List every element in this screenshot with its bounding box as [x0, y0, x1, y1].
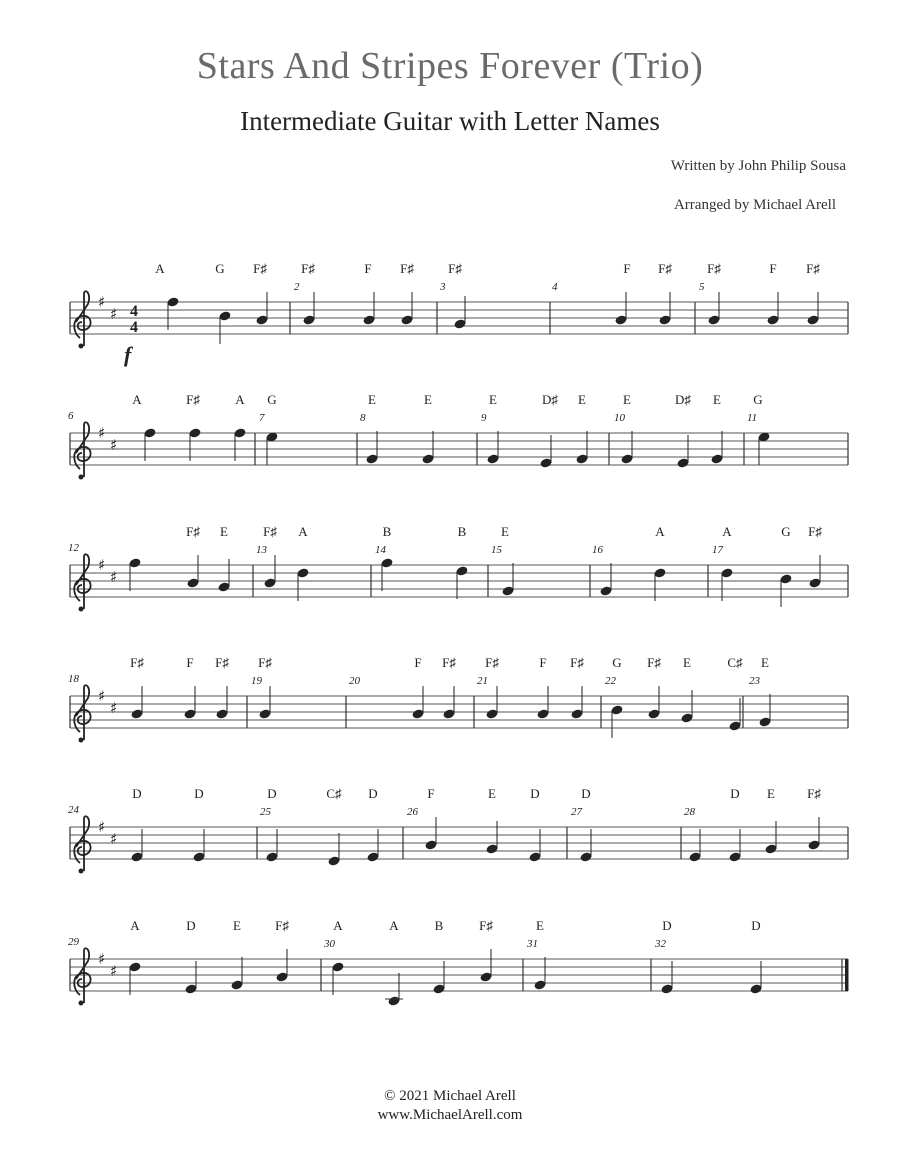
clef-tail-dot	[79, 344, 84, 349]
note-letter-name: F♯	[258, 655, 272, 670]
dynamic-marking: f	[124, 342, 132, 367]
note-letter-name: F♯	[253, 261, 267, 276]
note-letter-name: F♯	[479, 918, 493, 933]
measure-number: 29	[68, 936, 79, 948]
note-letter-name: D	[581, 786, 591, 801]
measure-number: 8	[360, 412, 366, 424]
measure-number: 3	[440, 281, 446, 293]
note-letter-name: F♯	[647, 655, 661, 670]
note-letter-name: D	[194, 786, 204, 801]
composer-credit: Written by John Philip Sousa	[670, 158, 846, 174]
note-letter-name: E	[761, 655, 769, 670]
note-letter-name: E	[233, 918, 241, 933]
note-letter-name: G	[753, 392, 763, 407]
measure-number: 19	[251, 675, 262, 687]
key-sharp-c-icon: ♯	[110, 305, 118, 323]
staff-system	[68, 918, 849, 1007]
note-letter-name: F♯	[485, 655, 499, 670]
note-letter-name: D	[662, 918, 672, 933]
note-letter-name: D♯	[542, 392, 558, 407]
copyright-notice: © 2021 Michael Arell	[384, 1088, 516, 1104]
note-letter-name: E	[683, 655, 691, 670]
treble-clef-icon	[74, 422, 90, 477]
key-sharp-f-icon: ♯	[98, 293, 106, 311]
measure-number: 25	[260, 806, 271, 818]
time-signature-top: 4	[130, 303, 138, 320]
key-sharp-f-icon: ♯	[98, 424, 106, 442]
note-letter-name: D	[530, 786, 540, 801]
key-sharp-f-icon: ♯	[98, 950, 106, 968]
note-letter-name: E	[501, 524, 509, 539]
note-letter-name: A	[130, 918, 140, 933]
note-letter-name: B	[434, 918, 444, 933]
note-letter-name: F♯	[301, 261, 315, 276]
note-letter-name: D	[132, 786, 142, 801]
note-letter-name: A	[722, 524, 732, 539]
note-letter-name: F♯	[807, 786, 821, 801]
note-letter-name: F♯	[707, 261, 721, 276]
page-title: Stars And Stripes Forever (Trio)	[196, 45, 704, 87]
note-letter-name: D	[186, 918, 196, 933]
measure-number: 17	[712, 544, 723, 556]
note-letter-name: F♯	[806, 261, 820, 276]
key-sharp-f-icon: ♯	[98, 818, 106, 836]
key-sharp-c-icon: ♯	[110, 568, 118, 586]
treble-clef-icon	[74, 948, 90, 1003]
note-letter-name: F♯	[808, 524, 822, 539]
measure-number: 13	[256, 544, 267, 556]
treble-clef-icon	[74, 554, 90, 609]
note-letter-name: B	[382, 524, 392, 539]
clef-tail-dot	[79, 475, 84, 480]
key-sharp-f-icon: ♯	[98, 687, 106, 705]
note-letter-name: E	[489, 392, 497, 407]
measure-number: 9	[481, 412, 487, 424]
measure-number: 12	[68, 542, 79, 554]
measure-number: 27	[571, 806, 582, 818]
staff-system	[68, 524, 848, 612]
measure-number: 22	[605, 675, 616, 687]
treble-clef-icon	[74, 816, 90, 871]
key-sharp-f-icon: ♯	[98, 556, 106, 574]
measure-number: 7	[259, 412, 265, 424]
note-letter-name: G	[215, 261, 225, 276]
note-letter-name: E	[488, 786, 496, 801]
note-letter-name: F	[364, 261, 372, 276]
website-link[interactable]: www.MichaelArell.com	[377, 1107, 523, 1123]
clef-tail-dot	[79, 1001, 84, 1006]
note-letter-name: A	[235, 392, 245, 407]
measure-number: 14	[375, 544, 386, 556]
note-letter-name: F	[414, 655, 422, 670]
note-letter-name: F	[539, 655, 547, 670]
measure-number: 20	[349, 675, 360, 687]
measure-number: 10	[614, 412, 625, 424]
note-letter-name: F	[186, 655, 194, 670]
note-letter-name: A	[389, 918, 399, 933]
measure-number: 5	[699, 281, 705, 293]
note-letter-name: G	[781, 524, 791, 539]
note-letter-name: C♯	[727, 655, 743, 670]
measure-number: 6	[68, 410, 74, 422]
measure-number: 2	[294, 281, 300, 293]
measure-number: 30	[324, 938, 335, 950]
note-letter-name: F♯	[442, 655, 456, 670]
measure-number: 28	[684, 806, 695, 818]
measure-number: 32	[655, 938, 666, 950]
measure-number: 18	[68, 673, 79, 685]
note-letter-name: G	[267, 392, 277, 407]
note-letter-name: E	[623, 392, 631, 407]
measure-number: 11	[747, 412, 758, 424]
note-letter-name: D	[267, 786, 277, 801]
note-letter-name: F♯	[570, 655, 584, 670]
note-letter-name: C♯	[326, 786, 342, 801]
note-letter-name: F♯	[275, 918, 289, 933]
measure-number: 26	[407, 806, 418, 818]
note-letter-name: E	[536, 918, 544, 933]
note-letter-name: F	[769, 261, 777, 276]
note-letter-name: F♯	[658, 261, 672, 276]
note-letter-name: E	[368, 392, 376, 407]
note-letter-name: A	[132, 392, 142, 407]
treble-clef-icon	[74, 685, 90, 740]
key-sharp-c-icon: ♯	[110, 830, 118, 848]
note-letter-name: F	[623, 261, 631, 276]
key-sharp-c-icon: ♯	[110, 699, 118, 717]
staff-system	[70, 261, 848, 367]
note-letter-name: F♯	[263, 524, 277, 539]
note-letter-name: A	[655, 524, 665, 539]
note-letter-name: D	[368, 786, 378, 801]
staff-system	[68, 786, 848, 874]
measure-number: 31	[527, 938, 538, 950]
measure-number: 15	[491, 544, 502, 556]
note-letter-name: F♯	[130, 655, 144, 670]
note-letter-name: A	[298, 524, 308, 539]
measure-number: 4	[552, 281, 558, 293]
note-letter-name: E	[220, 524, 228, 539]
note-letter-name: F♯	[400, 261, 414, 276]
measure-number: 16	[592, 544, 603, 556]
key-sharp-c-icon: ♯	[110, 962, 118, 980]
clef-tail-dot	[79, 607, 84, 612]
clef-tail-dot	[79, 869, 84, 874]
note-letter-name: F♯	[448, 261, 462, 276]
note-letter-name: D	[751, 918, 761, 933]
note-letter-name: A	[333, 918, 343, 933]
clef-tail-dot	[79, 738, 84, 743]
arranger-credit: Arranged by Michael Arell	[673, 197, 836, 213]
final-thick-barline	[845, 959, 849, 991]
note-letter-name: G	[612, 655, 622, 670]
note-letter-name: F♯	[186, 524, 200, 539]
note-letter-name: F♯	[186, 392, 200, 407]
page-subtitle: Intermediate Guitar with Letter Names	[240, 106, 660, 136]
note-letter-name: D♯	[675, 392, 691, 407]
note-letter-name: E	[424, 392, 432, 407]
note-letter-name: E	[713, 392, 721, 407]
measure-number: 21	[477, 675, 488, 687]
key-sharp-c-icon: ♯	[110, 436, 118, 454]
note-letter-name: D	[730, 786, 740, 801]
measure-number: 24	[68, 804, 79, 816]
note-letter-name: E	[578, 392, 586, 407]
treble-clef-icon	[74, 291, 90, 346]
measure-number: 23	[749, 675, 760, 687]
note-letter-name: A	[155, 261, 165, 276]
staff-system	[68, 655, 848, 743]
staff-system	[68, 392, 848, 480]
note-letter-name: B	[457, 524, 467, 539]
time-signature-bottom: 4	[130, 319, 138, 336]
note-letter-name: F	[427, 786, 435, 801]
note-letter-name: E	[767, 786, 775, 801]
note-letter-name: F♯	[215, 655, 229, 670]
